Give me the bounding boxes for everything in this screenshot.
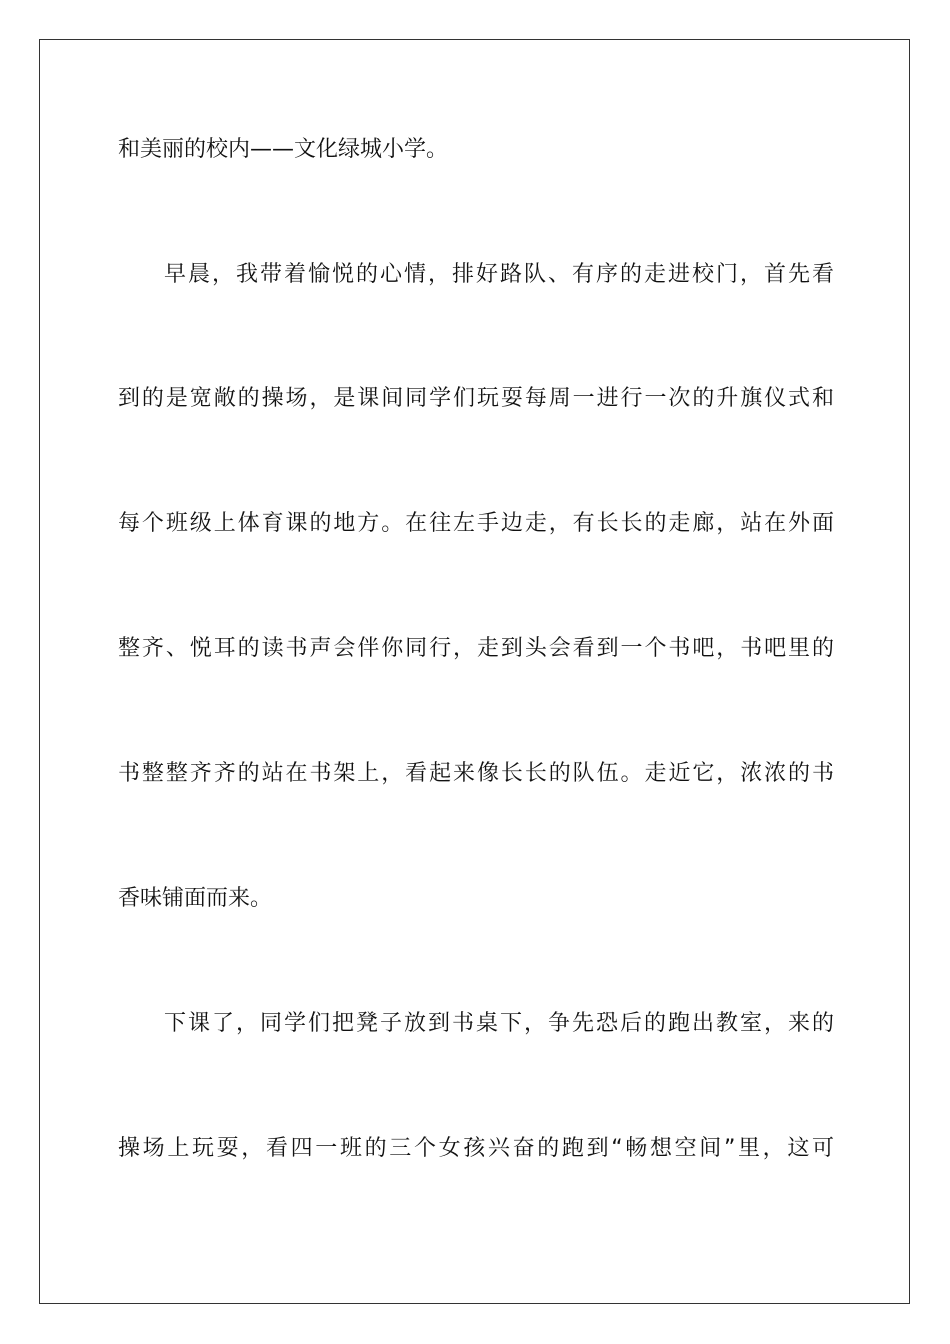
text-line: 下课了，同学们把凳子放到书桌下，争先恐后的跑出教室，来的 <box>164 1011 834 1036</box>
text-line: 整齐、悦耳的读书声会伴你同行，走到头会看到一个书吧，书吧里的 <box>118 636 834 661</box>
page-border <box>39 39 910 1304</box>
text-line: 操场上玩耍，看四一班的三个女孩兴奋的跑到“畅想空间”里，这可 <box>118 1136 834 1161</box>
text-line: 香味铺面而来。 <box>118 886 273 911</box>
text-line: 和美丽的校内——文化绿城小学。 <box>118 137 449 162</box>
text-line: 早晨，我带着愉悦的心情，排好路队、有序的走进校门，首先看 <box>164 262 834 287</box>
text-line: 每个班级上体育课的地方。在往左手边走，有长长的走廊，站在外面 <box>118 511 834 536</box>
text-line: 到的是宽敞的操场，是课间同学们玩耍每周一进行一次的升旗仪式和 <box>118 386 834 411</box>
text-line: 书整整齐齐的站在书架上，看起来像长长的队伍。走近它，浓浓的书 <box>118 761 834 786</box>
